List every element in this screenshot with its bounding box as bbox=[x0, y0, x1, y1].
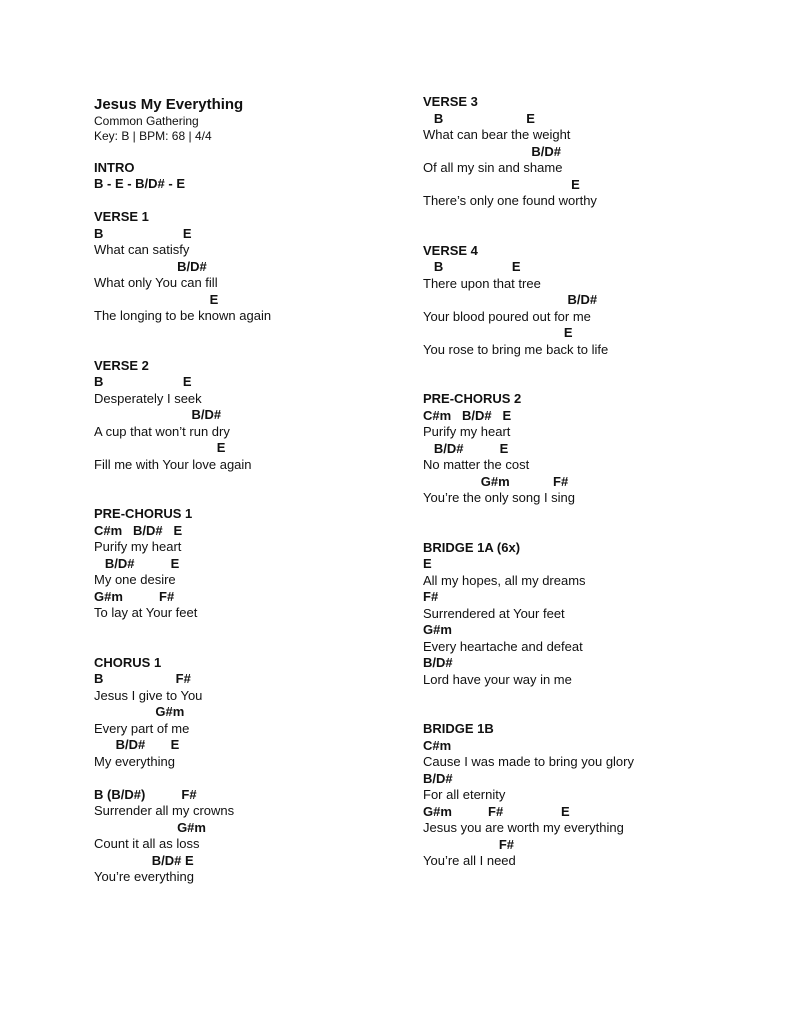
lyric-line: Every part of me bbox=[94, 720, 190, 736]
chord-line: G#m bbox=[94, 704, 185, 719]
lyric-line: Count it all as loss bbox=[94, 836, 200, 851]
song-section bbox=[94, 358, 394, 474]
lyric-line: The longing to be known again bbox=[94, 308, 272, 323]
section-spacer bbox=[94, 143, 394, 160]
lyric-line: You’re the only song I sing bbox=[423, 490, 576, 505]
section-spacer bbox=[423, 507, 753, 540]
section-heading: CHORUS 1 bbox=[94, 654, 162, 670]
section-heading: INTRO bbox=[94, 159, 135, 175]
section-heading: PRE-CHORUS 1 bbox=[94, 506, 193, 521]
section-spacer bbox=[94, 473, 394, 506]
chord-line: G#m F# bbox=[94, 588, 175, 604]
lyric-line: What only You can fill bbox=[94, 275, 218, 290]
lyric-line: For all eternity bbox=[423, 787, 506, 802]
section-heading: PRE-CHORUS 2 bbox=[423, 391, 522, 406]
lyric-line: My one desire bbox=[94, 572, 176, 587]
lyric-line: Cause I was made to bring you glory bbox=[423, 754, 634, 769]
lyric-line: What can bear the weight bbox=[423, 127, 571, 142]
chord-line: E bbox=[423, 176, 580, 192]
lyric-line: All my hopes, all my dreams bbox=[423, 572, 586, 588]
right-column bbox=[423, 94, 753, 870]
lyric-line: What can satisfy bbox=[94, 242, 190, 257]
lyric-line: Jesus you are worth my everything bbox=[423, 820, 624, 835]
lyric-line: Surrendered at Your feet bbox=[423, 605, 565, 621]
section-spacer bbox=[423, 210, 753, 243]
chord-line: B/D# E bbox=[94, 852, 194, 868]
lyric-line: Every heartache and defeat bbox=[423, 638, 583, 654]
chord-line: B F# bbox=[94, 671, 191, 686]
song-section bbox=[94, 655, 394, 771]
chord-line: C#m B/D# E bbox=[94, 522, 183, 538]
chord-line: G#m bbox=[94, 819, 206, 835]
song-section bbox=[423, 243, 753, 359]
chord-line: E bbox=[94, 440, 226, 455]
lyric-line: You rose to bring me back to life bbox=[423, 341, 609, 357]
song-title: Jesus My Everything bbox=[94, 96, 244, 113]
right-sections bbox=[423, 94, 753, 870]
chord-line: F# bbox=[423, 836, 515, 852]
chord-line: B/D# E bbox=[423, 440, 509, 456]
song-section bbox=[423, 540, 753, 689]
section-heading: VERSE 3 bbox=[423, 94, 478, 109]
lyric-line: Purify my heart bbox=[94, 539, 182, 554]
chord-line: G#m F# bbox=[423, 473, 569, 489]
song-key-bpm-time: Key: B | BPM: 68 | 4/4 bbox=[94, 128, 212, 143]
section-spacer bbox=[94, 622, 394, 655]
section-heading: BRIDGE 1B bbox=[423, 721, 494, 736]
song-section bbox=[94, 506, 394, 622]
chord-line: B/D# bbox=[423, 655, 453, 670]
lyric-line: My everything bbox=[94, 753, 175, 769]
left-column bbox=[94, 94, 394, 886]
chord-line: F# bbox=[423, 589, 439, 604]
left-sections bbox=[94, 143, 394, 886]
chord-line: B E bbox=[94, 225, 192, 241]
lyric-line: To lay at Your feet bbox=[94, 605, 198, 620]
section-spacer bbox=[94, 193, 394, 210]
song-section bbox=[423, 391, 753, 507]
chord-line: B/D# bbox=[94, 407, 222, 422]
song-artist: Common Gathering bbox=[94, 114, 199, 128]
lyric-line: Surrender all my crowns bbox=[94, 803, 235, 818]
lyric-line: Fill me with Your love again bbox=[94, 456, 252, 472]
chord-line: B E bbox=[423, 259, 521, 274]
section-heading: VERSE 2 bbox=[94, 357, 149, 373]
chord-line: G#m bbox=[423, 622, 452, 637]
chord-line: B - E - B/D# - E bbox=[94, 176, 186, 191]
section-spacer bbox=[94, 325, 394, 358]
section-heading: VERSE 4 bbox=[423, 242, 478, 258]
song-section bbox=[94, 160, 394, 193]
lyric-line: Desperately I seek bbox=[94, 390, 202, 406]
section-spacer bbox=[423, 358, 753, 391]
song-section bbox=[423, 94, 753, 210]
chord-line: C#m B/D# E bbox=[423, 407, 512, 423]
lyric-line: Purify my heart bbox=[423, 424, 511, 439]
chord-line: B/D# bbox=[423, 770, 453, 786]
chord-line: B E bbox=[423, 110, 535, 126]
section-spacer bbox=[423, 688, 753, 721]
lyric-line: You’re everything bbox=[94, 869, 194, 884]
chord-line: B/D# E bbox=[94, 737, 180, 752]
lyric-line: A cup that won’t run dry bbox=[94, 423, 230, 439]
lyric-line: Of all my sin and shame bbox=[423, 160, 563, 175]
song-section bbox=[94, 787, 394, 886]
lyric-line: Jesus I give to You bbox=[94, 687, 203, 703]
section-heading: BRIDGE 1A (6x) bbox=[423, 539, 521, 555]
section-heading: VERSE 1 bbox=[94, 209, 149, 224]
song-section bbox=[94, 209, 394, 325]
lyric-line: There’s only one found worthy bbox=[423, 193, 597, 208]
chord-line: B (B/D#) F# bbox=[94, 786, 197, 802]
chord-line: B/D# bbox=[423, 292, 598, 307]
chord-line: B/D# E bbox=[94, 555, 180, 571]
chord-line: B/D# bbox=[423, 143, 561, 159]
lyric-line: Lord have your way in me bbox=[423, 671, 572, 687]
chord-line: E bbox=[423, 325, 573, 340]
lyric-line: You’re all I need bbox=[423, 853, 516, 868]
chord-line: C#m bbox=[423, 737, 452, 753]
chord-line: B/D# bbox=[94, 258, 207, 274]
chord-line: E bbox=[423, 556, 432, 571]
lyric-line: Your blood poured out for me bbox=[423, 308, 591, 324]
chord-line: B E bbox=[94, 374, 192, 389]
lyric-line: No matter the cost bbox=[423, 457, 530, 472]
chord-line: E bbox=[94, 291, 219, 307]
song-section bbox=[423, 721, 753, 870]
chord-line: G#m F# E bbox=[423, 803, 570, 819]
lyric-line: There upon that tree bbox=[423, 275, 541, 291]
section-spacer bbox=[94, 770, 394, 787]
